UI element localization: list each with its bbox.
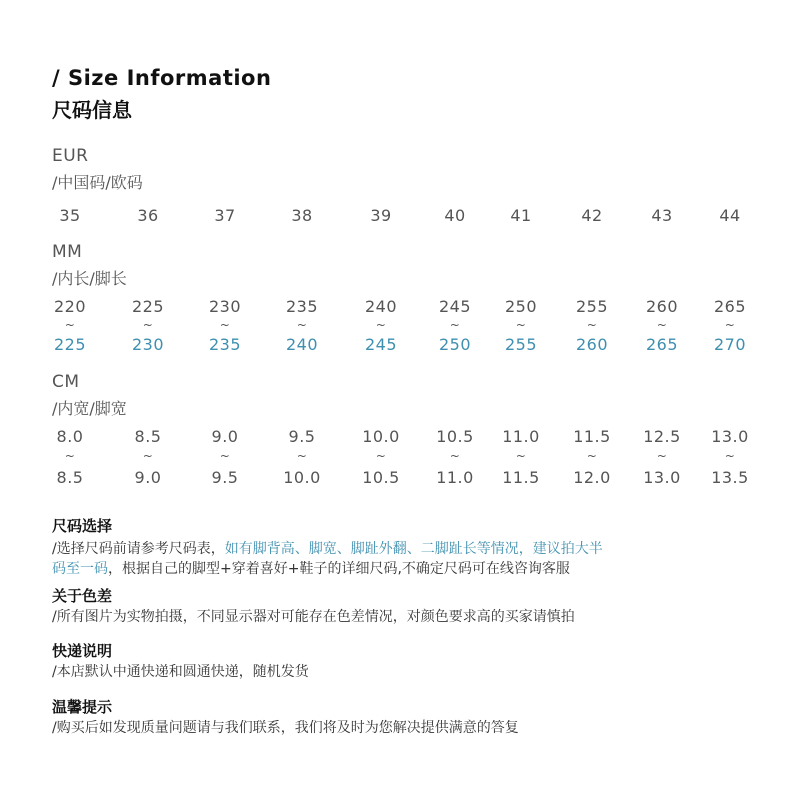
mm-from-value: 250 (504, 297, 538, 316)
cm-to-value: 13.0 (643, 468, 681, 487)
mm-label: MM (52, 242, 83, 262)
cm-tilde: ~ (142, 449, 154, 463)
mm-from-value: 260 (645, 297, 679, 316)
cm-to-value: 10.0 (283, 468, 321, 487)
cm-from-value: 9.5 (288, 427, 316, 446)
cm-from-value: 11.5 (573, 427, 611, 446)
mm-tilde: ~ (724, 318, 736, 332)
cm-tilde: ~ (375, 449, 387, 463)
mm-from-value: 245 (438, 297, 472, 316)
cm-from-value: 8.5 (134, 427, 162, 446)
size-choice-line1-plain: /选择尺码前请参考尺码表， (52, 541, 225, 557)
mm-to-value: 265 (645, 335, 679, 354)
mm-tilde: ~ (64, 318, 76, 332)
cm-from-value: 10.0 (362, 427, 400, 446)
eur-size-value: 36 (137, 206, 159, 225)
mm-tilde: ~ (515, 318, 527, 332)
tips-text: /购买后如发现质量问题请与我们联系，我们将及时为您解决提供满意的答复 (52, 720, 519, 736)
cm-sublabel: /内宽/脚宽 (52, 399, 127, 418)
eur-size-value: 37 (214, 206, 236, 225)
eur-size-value: 40 (444, 206, 466, 225)
mm-to-value: 230 (131, 335, 165, 354)
eur-size-value: 38 (291, 206, 313, 225)
mm-to-value: 270 (713, 335, 747, 354)
cm-to-value: 13.5 (711, 468, 749, 487)
mm-from-value: 255 (575, 297, 609, 316)
mm-tilde: ~ (656, 318, 668, 332)
mm-to-value: 245 (364, 335, 398, 354)
delivery-heading: 快递说明 (52, 642, 113, 660)
eur-size-value: 39 (370, 206, 392, 225)
eur-sublabel: /中国码/欧码 (52, 173, 143, 192)
mm-tilde: ~ (449, 318, 461, 332)
mm-to-value: 225 (53, 335, 87, 354)
title-chinese: 尺码信息 (52, 98, 132, 122)
cm-to-value: 8.5 (56, 468, 84, 487)
cm-to-value: 12.0 (573, 468, 611, 487)
cm-to-value: 11.5 (502, 468, 540, 487)
tips-heading: 温馨提示 (52, 698, 113, 716)
eur-size-value: 42 (581, 206, 603, 225)
mm-to-value: 240 (285, 335, 319, 354)
color-heading: 关于色差 (52, 587, 113, 605)
cm-to-value: 10.5 (362, 468, 400, 487)
title-english: / Size Information (52, 66, 272, 90)
cm-tilde: ~ (449, 449, 461, 463)
mm-tilde: ~ (296, 318, 308, 332)
cm-tilde: ~ (515, 449, 527, 463)
mm-from-value: 230 (208, 297, 242, 316)
mm-from-value: 225 (131, 297, 165, 316)
size-choice-line2-highlight: 码至一码 (52, 561, 108, 577)
cm-tilde: ~ (724, 449, 736, 463)
mm-from-value: 235 (285, 297, 319, 316)
size-choice-heading: 尺码选择 (52, 517, 113, 535)
cm-to-value: 9.0 (134, 468, 162, 487)
cm-tilde: ~ (296, 449, 308, 463)
eur-size-value: 44 (719, 206, 741, 225)
cm-from-value: 12.5 (643, 427, 681, 446)
cm-tilde: ~ (586, 449, 598, 463)
eur-size-value: 43 (651, 206, 673, 225)
cm-from-value: 9.0 (211, 427, 239, 446)
eur-size-value: 35 (59, 206, 81, 225)
mm-to-value: 255 (504, 335, 538, 354)
cm-from-value: 11.0 (502, 427, 540, 446)
cm-from-value: 13.0 (711, 427, 749, 446)
size-choice-line1 (52, 538, 603, 558)
color-text: /所有图片为实物拍摄，不同显示器对可能存在色差情况，对颜色要求高的买家请慎拍 (52, 609, 575, 625)
cm-from-value: 10.5 (436, 427, 474, 446)
size-choice-line2 (52, 558, 570, 578)
mm-to-value: 250 (438, 335, 472, 354)
cm-to-value: 11.0 (436, 468, 474, 487)
mm-to-value: 235 (208, 335, 242, 354)
cm-tilde: ~ (64, 449, 76, 463)
cm-from-value: 8.0 (56, 427, 84, 446)
cm-label: CM (52, 372, 80, 392)
mm-tilde: ~ (375, 318, 387, 332)
cm-tilde: ~ (656, 449, 668, 463)
size-choice-line1-highlight: 如有脚背高、脚宽、脚趾外翻、二脚趾长等情况，建议拍大半 (224, 541, 603, 557)
delivery-text: /本店默认中通快递和圆通快递，随机发货 (52, 664, 309, 680)
mm-tilde: ~ (586, 318, 598, 332)
mm-to-value: 260 (575, 335, 609, 354)
mm-tilde: ~ (142, 318, 154, 332)
cm-tilde: ~ (219, 449, 231, 463)
mm-from-value: 240 (364, 297, 398, 316)
mm-tilde: ~ (219, 318, 231, 332)
cm-to-value: 9.5 (211, 468, 239, 487)
mm-from-value: 220 (53, 297, 87, 316)
eur-label: EUR (52, 146, 89, 166)
mm-from-value: 265 (713, 297, 747, 316)
size-choice-line2-plain: ，根据自己的脚型+穿着喜好+鞋子的详细尺码,不确定尺码可在线咨询客服 (108, 561, 570, 577)
eur-size-value: 41 (510, 206, 532, 225)
mm-sublabel: /内长/脚长 (52, 269, 127, 288)
